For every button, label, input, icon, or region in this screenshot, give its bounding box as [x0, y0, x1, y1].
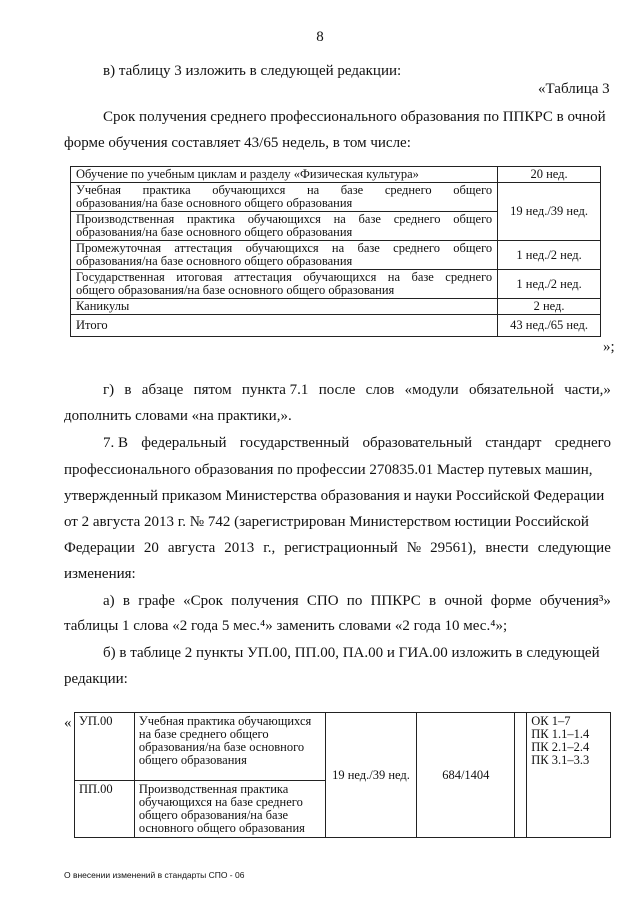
word: профессионального образования по профессии 270835.01 Мастер путевых машин, — [64, 462, 593, 478]
word: абзаце — [141, 382, 184, 398]
table-cell: 43 нед./65 нед. — [498, 315, 601, 337]
word: обязательной — [468, 382, 554, 398]
paragraph-a-line-2: таблицы 1 слова «2 года 5 мес.⁴» заменить словами «2 года 10 мес.⁴»; — [64, 618, 508, 634]
cell-line: образования/на базе основного — [138, 740, 305, 754]
table-cell — [134, 713, 325, 781]
word: в — [124, 382, 132, 398]
table-cell — [515, 713, 527, 838]
word: регистрационный — [284, 540, 398, 556]
paragraph-b-line-2: редакции: — [64, 671, 128, 687]
word: после — [318, 382, 356, 398]
table-cell: 19 нед./39 нед. — [498, 183, 601, 241]
word: СПО — [306, 593, 339, 609]
word: г) — [103, 382, 115, 398]
table-row — [71, 299, 601, 315]
cell-line: ПК 1.1–1.4 — [531, 727, 590, 741]
word: пятом — [193, 382, 232, 398]
table-cell — [71, 241, 498, 270]
paragraph-a-line-1 — [103, 592, 611, 610]
word: слов — [365, 382, 395, 398]
cell-line: общего образования/на базе основного общего образования — [76, 283, 395, 297]
table-row — [71, 167, 601, 183]
paragraph-v: в) таблицу 3 изложить в следующей редакции: — [103, 63, 402, 79]
intro-line-2: форме обучения составляет 43/65 недель, в том числе: — [64, 135, 411, 151]
table-cell: Итого — [71, 315, 498, 337]
footer-text: О внесении изменений в стандарты СПО - 06 — [64, 870, 245, 880]
cell-line: общего образования — [138, 753, 247, 767]
cell-line: образования/на базе основного общего образования — [76, 196, 353, 210]
word: а) — [103, 593, 115, 609]
word: пункта 7.1 — [241, 382, 309, 398]
word: г., — [263, 540, 276, 556]
paragraph-7-line-5 — [64, 539, 611, 557]
table-cell — [134, 781, 325, 838]
word: получения — [231, 593, 299, 609]
word: форме — [490, 593, 532, 609]
word: № — [406, 540, 422, 556]
word: «модули — [404, 382, 459, 398]
table-cell — [71, 270, 498, 299]
cell-line: Учебная практика обучающихся на базе среднего общего — [76, 183, 493, 197]
table-row — [71, 270, 601, 299]
cell-line: Производственная практика обучающихся на базе среднего общего — [76, 212, 493, 226]
table-cell: ПП.00 — [75, 781, 135, 838]
table-cell: УП.00 — [75, 713, 135, 781]
table-row — [75, 713, 611, 781]
word: августа — [167, 540, 216, 556]
cell-line: Промежуточная аттестация обучающихся на базе среднего общего — [76, 241, 493, 255]
paragraph-7-line-6: изменения: — [64, 566, 136, 582]
table-cell: Обучение по учебным циклам и разделу «Физическая культура» — [71, 167, 498, 183]
paragraph-7-line-4 — [64, 513, 611, 531]
paragraph-b-line-1 — [103, 644, 611, 662]
word: федеральный — [141, 435, 227, 451]
word: стандарт — [485, 435, 542, 451]
table3-label: «Таблица 3 — [538, 81, 610, 97]
word: государственный — [239, 435, 350, 451]
word: образовательный — [362, 435, 472, 451]
table-cell: 2 нед. — [498, 299, 601, 315]
paragraph-7-line-2 — [64, 461, 611, 479]
cell-line: Государственная итоговая аттестация обучающихся на базе среднего — [76, 270, 493, 284]
word: «Срок — [183, 593, 223, 609]
word: 2013 — [224, 540, 255, 556]
word: 20 — [143, 540, 159, 556]
table-cell — [527, 713, 611, 838]
cell-line: основного общего образования — [138, 821, 305, 835]
table-cell: Каникулы — [71, 299, 498, 315]
word: Федерации — [64, 540, 135, 556]
page-number: 8 — [316, 29, 324, 45]
word: по — [346, 593, 363, 609]
paragraph-7-line-1 — [103, 434, 611, 452]
table-cell: 1 нед./2 нед. — [498, 241, 601, 270]
word: в — [429, 593, 437, 609]
word: б) в таблице 2 пункты УП.00, ПП.00, ПА.00 и ГИА.00 изложить в следующей — [103, 645, 600, 661]
cell-line: на базе среднего общего — [138, 727, 269, 741]
word: ППКРС — [370, 593, 421, 609]
word: утвержденный приказом Министерства образования и науки Российской Федерации — [64, 488, 605, 504]
cell-line: Учебная практика обучающихся — [138, 714, 312, 728]
table-cell — [71, 212, 498, 241]
table-cell: 1 нед./2 нед. — [498, 270, 601, 299]
cell-line: обучающихся на базе среднего — [138, 795, 303, 809]
word: среднего — [554, 435, 611, 451]
paragraph-g-line-1 — [103, 381, 611, 399]
table-row — [71, 241, 601, 270]
table3-close-quote: »; — [603, 339, 615, 355]
cell-line: ПК 2.1–2.4 — [531, 740, 590, 754]
table-cell: 19 нед./39 нед. — [325, 713, 417, 838]
table-cell: 684/1404 — [417, 713, 515, 838]
word: следующие — [537, 540, 611, 556]
word: 29561), — [430, 540, 477, 556]
word: очной — [444, 593, 483, 609]
word: обучения³» — [539, 593, 611, 609]
word: от 2 августа 2013 г. № 742 (зарегистрирован Министерством юстиции Российской — [64, 514, 589, 530]
table-cell — [71, 183, 498, 212]
cell-line: общего образования/на базе — [138, 808, 289, 822]
word: 7. В — [103, 435, 129, 451]
cell-line: ПК 3.1–3.3 — [531, 753, 590, 767]
cell-line: Производственная практика — [138, 782, 289, 796]
word: части,» — [564, 382, 611, 398]
cell-line: ОК 1–7 — [531, 714, 571, 728]
table-row — [71, 315, 601, 337]
word: внести — [485, 540, 529, 556]
paragraph-7-line-3 — [64, 487, 611, 505]
word: графе — [138, 593, 175, 609]
intro-line-1: Срок получения среднего профессионального образования по ППКРС в очной — [103, 109, 606, 125]
table-3 — [70, 166, 601, 337]
cell-line: образования/на базе основного общего образования — [76, 254, 353, 268]
table2-open-quote: « — [64, 715, 72, 731]
cell-line: образования/на базе основного общего образования — [76, 225, 353, 239]
paragraph-g-line-2: дополнить словами «на практики,». — [64, 408, 292, 424]
word: в — [122, 593, 130, 609]
table-2 — [74, 712, 611, 838]
table-row — [71, 183, 601, 212]
table-cell: 20 нед. — [498, 167, 601, 183]
